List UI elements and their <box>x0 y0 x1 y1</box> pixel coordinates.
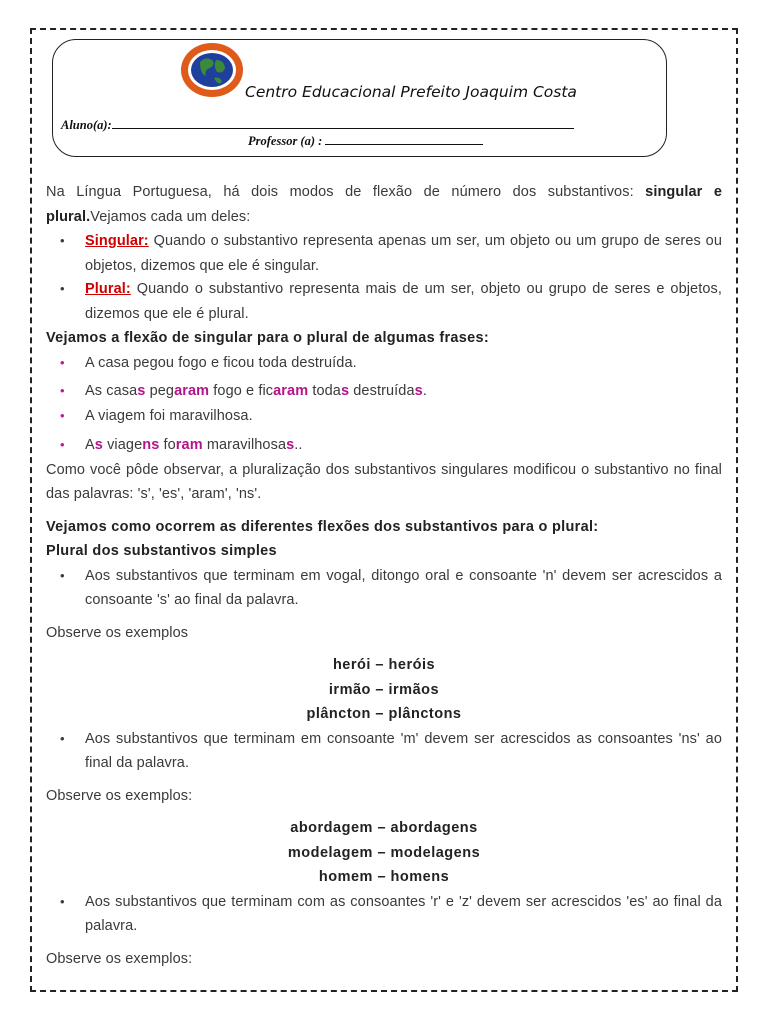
bullet-icon: • <box>60 383 65 398</box>
bullet-icon: • <box>60 233 65 248</box>
teacher-label: Professor (a) : <box>248 134 323 148</box>
example-pair: abordagem – abordagens <box>290 820 478 836</box>
rule-item <box>46 890 722 939</box>
definition-text: Quando o substantivo representa apenas um ser, um objeto ou um grupo de seres ou objetos, dizemos que ele é singular. <box>85 233 722 274</box>
examples-heading: Vejamos a flexão de singular para o plural de algumas frases: <box>46 330 489 346</box>
sentence-part: .. <box>294 437 303 453</box>
bullet-icon: • <box>60 567 65 583</box>
rule-list-3 <box>46 890 722 939</box>
term-singular: Singular: <box>85 233 149 249</box>
example-pair: plâncton – plânctons <box>306 706 462 722</box>
spacer <box>46 776 722 784</box>
rule-item <box>46 727 722 776</box>
student-name-line[interactable] <box>112 117 574 129</box>
spacer <box>46 507 722 515</box>
school-logo <box>180 42 244 98</box>
observe-label: Observe os exemplos: <box>46 950 193 967</box>
observe-label: Observe os exemplos <box>46 624 189 641</box>
observe-label: Observe os exemplos: <box>46 787 193 804</box>
sentence-ending: s <box>94 437 103 453</box>
spacer <box>46 613 722 621</box>
term-plural: Plural: <box>85 281 131 297</box>
bullet-icon: • <box>60 281 65 296</box>
sentence-ending: s <box>340 383 350 399</box>
intro-text: Na Língua Portuguesa, há dois modos de flexão de número dos substantivos: <box>46 184 646 200</box>
sentence-item <box>46 351 722 376</box>
sentence-part: As casa <box>85 383 138 399</box>
rule-text: Aos substantivos que terminam com as consoantes 'r' e 'z' devem ser acrescidos 'es' ao final da palavra. <box>85 893 722 934</box>
example-pair: modelagem – modelagens <box>287 844 481 861</box>
rule-list-1 <box>46 564 722 613</box>
sentence-ending: s <box>137 383 146 399</box>
rule-text: Aos substantivos que terminam em vogal, ditongo oral e consoante 'n' devem ser acrescidos a consoante 's' ao final da palavra. <box>85 567 722 608</box>
sentence-part: . <box>422 383 427 399</box>
sentence-part: destruída <box>349 383 415 399</box>
sentence-part: peg <box>145 383 175 399</box>
sentence-part: A <box>85 437 95 453</box>
lesson-content <box>46 180 722 971</box>
sentence-ending: s <box>414 383 423 399</box>
definition-singular <box>46 229 722 278</box>
sentence-text: A viagem foi maravilhosa. <box>85 407 253 424</box>
sentences-list <box>46 351 722 458</box>
definitions-list <box>46 229 722 326</box>
teacher-name-line[interactable] <box>325 133 483 145</box>
observation-paragraph: Como você pôde observar, a pluralização dos substantivos singulares modificou o substantivo no final das palavras: 's', 'es', 'aram', 'ns'. <box>46 461 722 502</box>
intro-paragraph <box>46 180 722 229</box>
sentence-ending: ns <box>142 437 160 453</box>
sentence-ending: aram <box>174 383 210 399</box>
teacher-field <box>248 133 483 149</box>
bullet-icon: • <box>60 730 65 746</box>
definition-text: Quando o substantivo representa mais de um ser, objeto ou grupo de seres e objetos, dizemos que ele é plural. <box>85 281 722 322</box>
sentence-ending: s <box>286 437 295 453</box>
definition-plural <box>46 277 722 326</box>
intro-text-end: Vejamos cada um deles: <box>90 208 251 225</box>
example-pair: homem – homens <box>318 869 450 885</box>
example-pair: herói – heróis <box>332 657 436 673</box>
sentence-part: fo <box>159 437 176 453</box>
student-field <box>61 117 574 133</box>
sentence-item <box>46 379 722 404</box>
sentence-part: maravilhosa <box>202 437 287 453</box>
school-name: Centro Educacional Prefeito Joaquim Costa <box>245 83 577 101</box>
intro-bold: singular e plural. <box>46 184 722 225</box>
section-heading: Vejamos como ocorrem as diferentes flexões dos substantivos para o plural: <box>46 518 599 535</box>
rule-text: Aos substantivos que terminam em consoante 'm' devem ser acrescidos as consoantes 'ns' ao final da palavra. <box>85 730 722 771</box>
subsection-heading: Plural dos substantivos simples <box>46 543 277 559</box>
sentence-ending: ram <box>175 437 203 453</box>
sentence-text: A casa pegou fogo e ficou toda destruída. <box>85 354 357 371</box>
sentence-part: viage <box>102 437 143 453</box>
bullet-icon: • <box>60 407 65 423</box>
rule-item <box>46 564 722 613</box>
rule-list-2 <box>46 727 722 776</box>
bullet-icon: • <box>60 437 65 452</box>
student-label: Aluno(a): <box>61 118 112 132</box>
bullet-icon: • <box>60 354 65 370</box>
sentence-part: fogo e fic <box>209 383 274 399</box>
example-pair: irmão – irmãos <box>328 681 440 698</box>
sentence-part: toda <box>308 383 341 399</box>
spacer <box>46 645 722 653</box>
spacer <box>46 808 722 816</box>
bullet-icon: • <box>60 893 65 909</box>
sentence-item <box>46 404 722 429</box>
sentence-item <box>46 433 722 458</box>
sentence-ending: aram <box>273 383 309 399</box>
spacer <box>46 939 722 947</box>
